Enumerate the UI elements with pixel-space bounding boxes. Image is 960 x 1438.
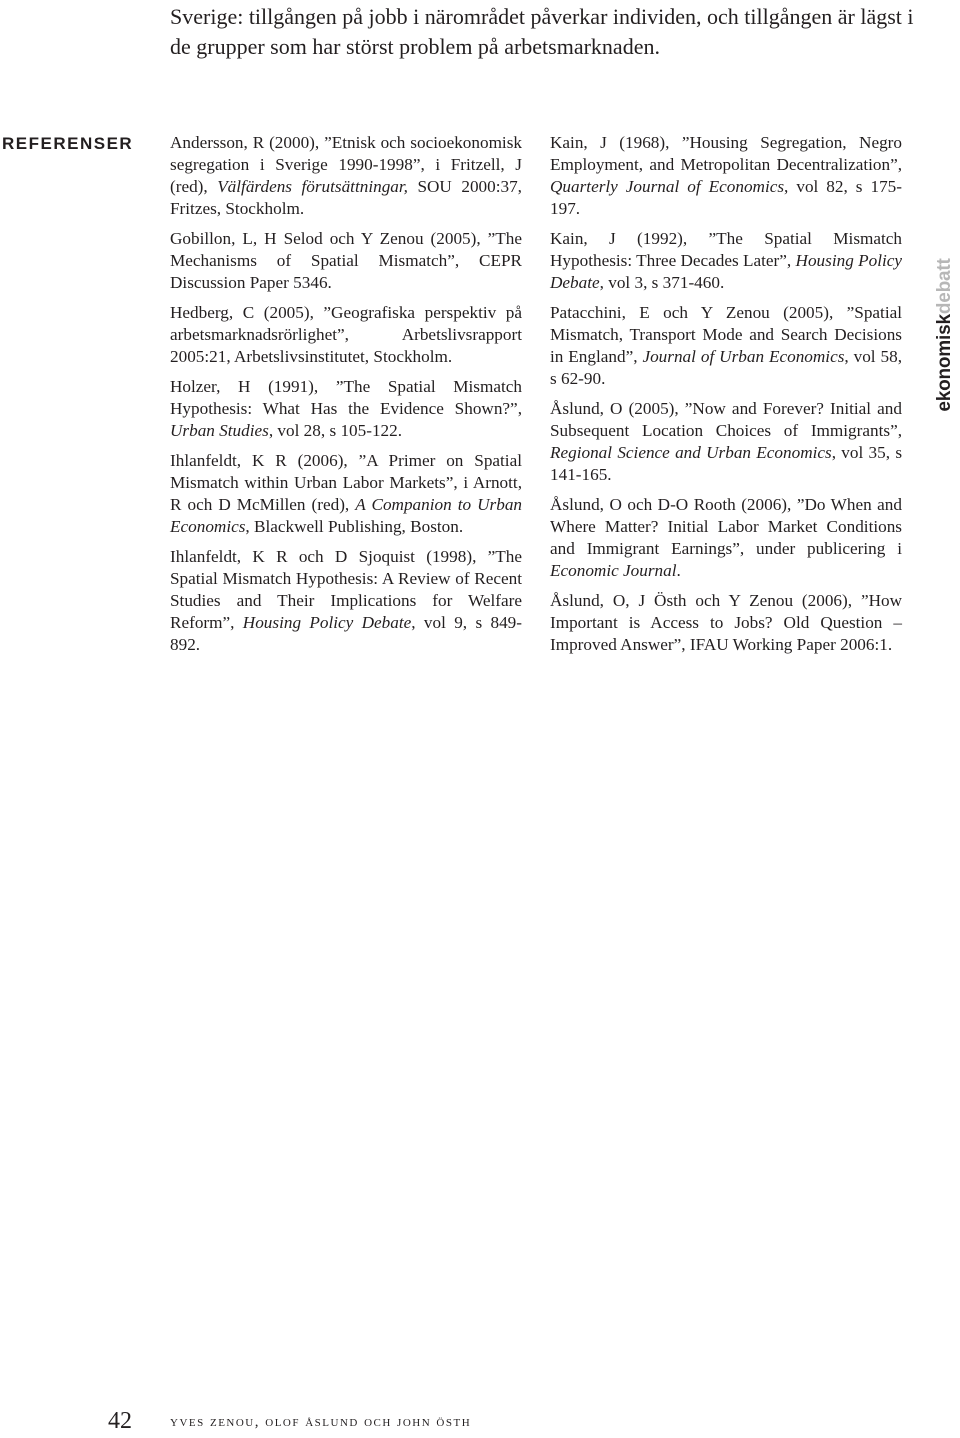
intro-paragraph: Sverige: tillgången på jobb i närområdet påverkar individen, och tillgången är lägst i de grupper som har störst problem på arbetsmarknaden.: [170, 4, 914, 59]
reference-entry: [550, 228, 902, 294]
journal-wordmark: [934, 258, 956, 411]
reference-text: , vol 35, s 141-165.: [550, 443, 903, 484]
reference-entry: [170, 546, 522, 656]
reference-text: Åslund, O, J Östh och Y Zenou (2006), ”How Important is Access to Jobs? Old Question – Improved Answer”, IFAU Working Paper 2006:1.: [550, 591, 902, 654]
reference-entry: [170, 450, 522, 538]
references-right-column: [550, 132, 902, 664]
reference-title-italic: Välfärdens förutsättningar,: [217, 177, 408, 196]
reference-entry: [550, 590, 902, 656]
reference-title-italic: Journal of Urban Economics: [642, 347, 845, 366]
reference-entry: [170, 132, 522, 220]
reference-text: Kain, J (1968), ”Housing Segregation, Negro Employment, and Metropolitan Decentralization”,: [550, 133, 902, 174]
running-footer-authors: yves zenou, olof åslund och john östh: [170, 1414, 472, 1430]
reference-title-italic: Quarterly Journal of Economics: [550, 177, 785, 196]
reference-text: Hedberg, C (2005), ”Geografiska perspektiv på arbetsmarknadsrörlighet”, Arbetslivsrapport 2005:21, Arbetslivsinstitutet, Stockholm.: [170, 303, 522, 366]
wordmark-part-ekonomisk: ekonomisk: [934, 314, 955, 412]
reference-title-italic: Housing Policy Debate: [242, 613, 412, 632]
journal-sidebar-logo: [930, 250, 960, 420]
reference-text: , vol 9, s 849-892.: [170, 613, 522, 654]
reference-title-italic: Regional Science and Urban Economics: [550, 443, 832, 462]
reference-title-italic: Economic Journal: [550, 561, 677, 580]
reference-entry: [550, 494, 902, 582]
reference-title-italic: Urban Studies: [170, 421, 269, 440]
reference-text: SOU 2000:37, Fritzes, Stockholm.: [170, 177, 522, 218]
reference-entry: [550, 132, 902, 220]
reference-entry: [550, 398, 902, 486]
reference-title-italic: A Companion to Urban Economics: [170, 495, 523, 536]
reference-text: , vol 58, s 62-90.: [550, 347, 903, 388]
reference-entry: [550, 302, 902, 390]
wordmark-part-debatt: debatt: [934, 258, 955, 315]
references-left-column: [170, 132, 522, 664]
reference-text: , vol 3, s 371-460.: [599, 273, 725, 292]
reference-text: , vol 28, s 105-122.: [268, 421, 403, 440]
reference-entry: [170, 302, 522, 368]
section-heading-references: REFERENSER: [2, 134, 134, 153]
reference-text: Åslund, O och D-O Rooth (2006), ”Do When and Where Matter? Initial Labor Market Conditions and Immigrant Earnings”, under publicering i: [550, 495, 902, 558]
reference-text: Andersson, R (2000), ”Etnisk och socioekonomisk segregation i Sverige 1990-1998”, i Fritzell, J (red),: [170, 133, 522, 196]
reference-text: Ihlanfeldt, K R och D Sjoquist (1998), ”The Spatial Mismatch Hypothesis: A Review of Recent Studies and Their Implications for Welfare Reform”,: [170, 547, 522, 632]
reference-text: Ihlanfeldt, K R (2006), ”A Primer on Spatial Mismatch within Urban Labor Markets”, i Arnott, R och D McMillen (red),: [170, 451, 522, 514]
reference-text: .: [676, 561, 681, 580]
reference-text: Gobillon, L, H Selod och Y Zenou (2005), ”The Mechanisms of Spatial Mismatch”, CEPR Discussion Paper 5346.: [170, 229, 522, 292]
reference-text: Åslund, O (2005), ”Now and Forever? Initial and Subsequent Location Choices of Immigrants”,: [550, 399, 902, 440]
reference-text: Patacchini, E och Y Zenou (2005), ”Spatial Mismatch, Transport Mode and Search Decisions in England”,: [550, 303, 902, 366]
reference-title-italic: Housing Policy Debate: [550, 251, 902, 292]
reference-text: , vol 82, s 175-197.: [550, 177, 902, 218]
reference-text: , Blackwell Publishing, Boston.: [245, 517, 464, 536]
reference-entry: [170, 376, 522, 442]
reference-text: Holzer, H (1991), ”The Spatial Mismatch Hypothesis: What Has the Evidence Shown?”,: [170, 377, 522, 418]
reference-text: Kain, J (1992), ”The Spatial Mismatch Hypothesis: Three Decades Later”,: [550, 229, 902, 270]
page-number: 42: [108, 1408, 132, 1434]
reference-entry: [170, 228, 522, 294]
